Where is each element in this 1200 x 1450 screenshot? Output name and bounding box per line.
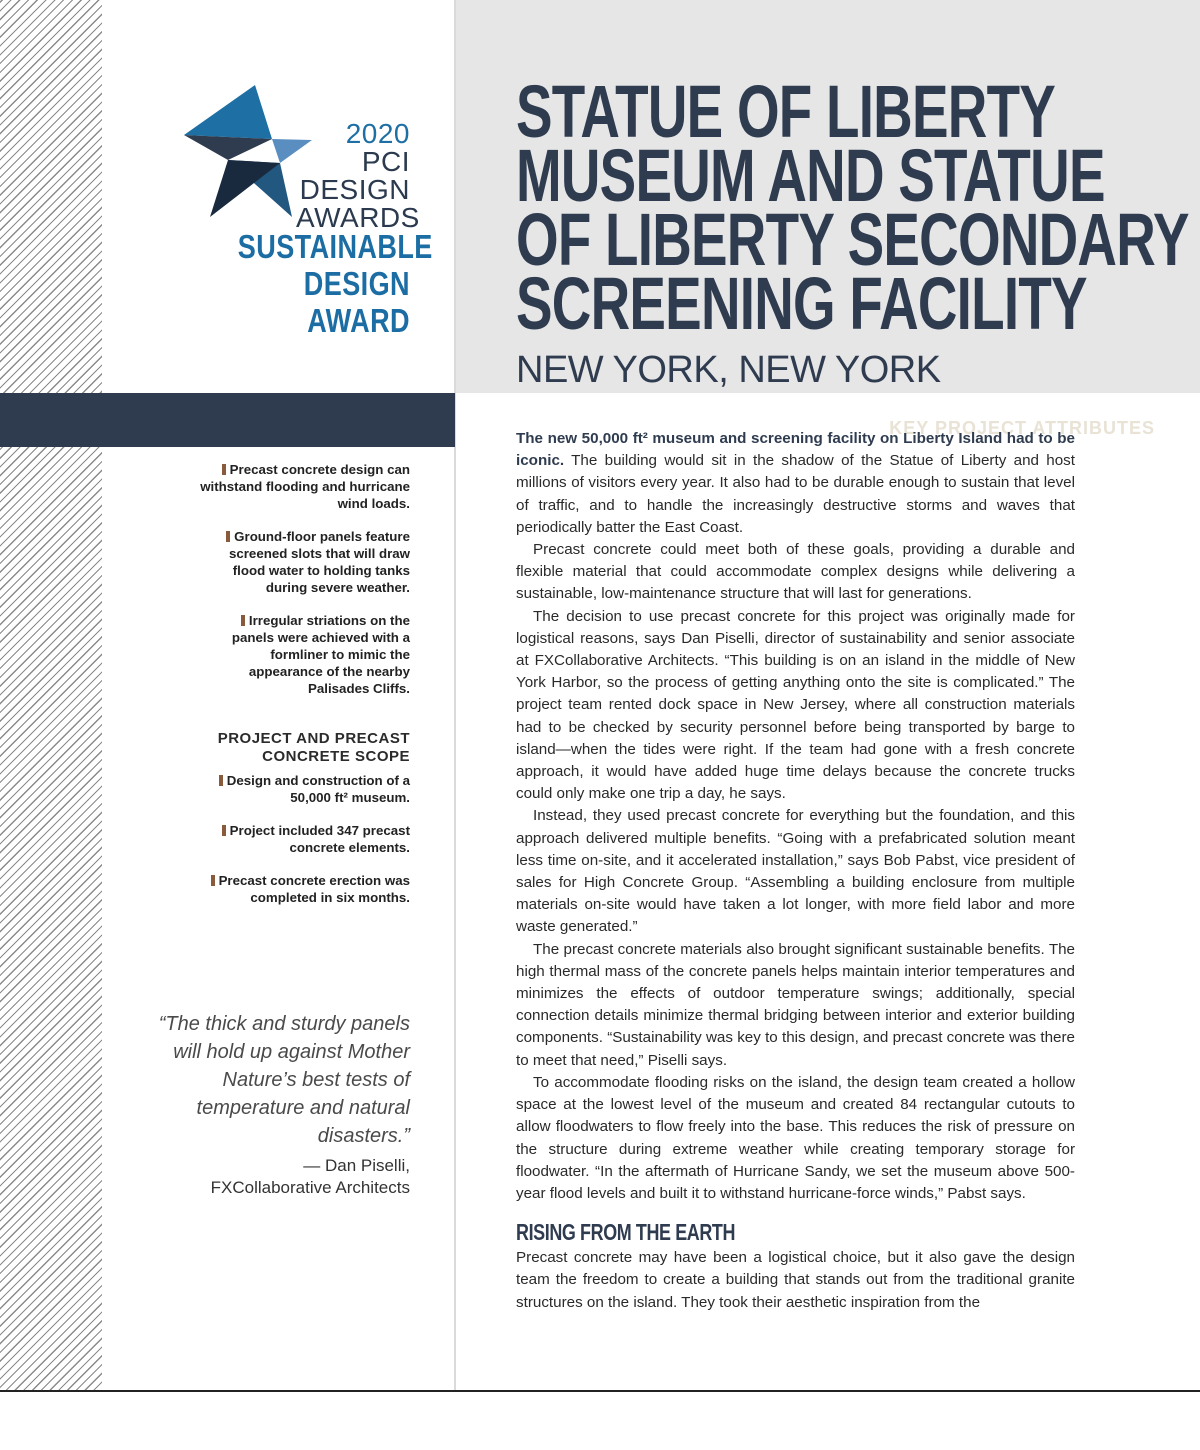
- bullet-marker: [222, 825, 226, 836]
- page-title: [516, 70, 1189, 345]
- award-org: PCI: [361, 146, 410, 177]
- hatched-margin: [0, 0, 102, 1390]
- award-line-2: DESIGN: [299, 174, 410, 205]
- column-divider: [454, 0, 456, 1390]
- key-attributes-band: [0, 393, 455, 447]
- award-category-line-2: DESIGN AWARD: [303, 265, 410, 339]
- list-item-text: Design and construction of a 50,000 ft² museum.: [226, 773, 410, 805]
- key-attributes-title: KEY PROJECT ATTRIBUTES: [889, 418, 1155, 438]
- title-line-2: MUSEUM AND STATUE: [516, 134, 1105, 217]
- award-category: [237, 228, 433, 339]
- title-line-1: STATUE OF LIBERTY: [516, 70, 1056, 153]
- scope-list: [200, 772, 410, 922]
- pull-quote: “The thick and sturdy panels will hold up against Mother Nature’s best tests of temperature and natural disasters.”: [158, 1013, 410, 1147]
- list-item-text: Precast concrete erection was completed in six months.: [218, 873, 410, 905]
- list-item: [200, 772, 410, 806]
- list-item-text: Precast concrete design can withstand flooding and hurricane wind loads.: [200, 462, 410, 511]
- key-attributes-list: [200, 461, 410, 713]
- award-category-line-1: SUSTAINABLE: [237, 228, 433, 265]
- bottom-rule: [0, 1390, 1200, 1392]
- list-item: [200, 528, 410, 596]
- list-item-text: Irregular striations on the panels were achieved with a formliner to mimic the appearance of the nearby Palisades Cliffs.: [231, 613, 410, 696]
- lead-sentence: The new 50,000 ft² museum and screening facility on Liberty Island had to be iconic.: [516, 430, 1075, 470]
- bullet-marker: [226, 531, 230, 542]
- attribution-company: FXCollaborative Architects: [210, 1178, 410, 1197]
- list-item: [200, 872, 410, 906]
- paragraph: The decision to use precast concrete for this project was originally made for logistical reasons, says Dan Piselli, director of sustainability and senior associate at FXCollaborative Architects. “This building is on an island in the middle of New York Harbor, so the process of getting anything onto the site is complicated.” The project team rented dock space in New Jersey, where all construction materials had to be checked by security personnel before being transported by barge to island—when the tides were right. If the team had gone with a fresh concrete approach, it would have added huge time delays because the concrete trucks could only make one trip a day, he says.: [516, 607, 1075, 803]
- title-line-4: SCREENING FACILITY: [516, 262, 1087, 345]
- paragraph: The precast concrete materials also brought significant sustainable benefits. The high thermal mass of the concrete panels helps maintain interior temperatures and minimizes the effects of outdoor temperature swings; additionally, special connection details minimize thermal bridging between interior and exterior building components. “Sustainability was key to this design, and precast concrete was there to meet that need,” Piselli says.: [516, 940, 1075, 1069]
- list-item: [200, 461, 410, 512]
- award-line-1: [296, 120, 410, 176]
- location: NEW YORK, NEW YORK: [516, 349, 941, 391]
- section-heading: RISING FROM THE EARTH: [516, 1219, 736, 1246]
- paragraph: Precast concrete may have been a logistical choice, but it also gave the design team the freedom to create a building that stands out from the traditional granite structures on the island. They took their aesthetic inspiration from the: [516, 1249, 1075, 1311]
- bullet-marker: [222, 464, 226, 475]
- list-item-text: Project included 347 precast concrete elements.: [229, 823, 410, 855]
- list-item-text: Ground-floor panels feature screened slots that will draw flood water to holding tanks during severe weather.: [228, 529, 410, 595]
- award-line-3: AWARDS: [296, 202, 420, 233]
- paragraph: [516, 428, 1075, 539]
- scope-title: [180, 730, 410, 766]
- bullet-marker: [211, 875, 215, 886]
- paragraph: Precast concrete could meet both of these goals, providing a durable and flexible material that could accommodate complex designs while delivering a sustainable, low-maintenance structure that will last for generations.: [516, 541, 1075, 603]
- bullet-marker: [219, 775, 223, 786]
- award-star-icon: [180, 85, 312, 220]
- scope-title-line-1: PROJECT AND PRECAST: [217, 730, 410, 747]
- award-year: 2020: [345, 118, 410, 149]
- list-item: [200, 822, 410, 856]
- bullet-marker: [241, 615, 245, 626]
- list-item: [200, 612, 410, 697]
- article-body: [516, 428, 1075, 1314]
- attribution-name: — Dan Piselli,: [303, 1156, 410, 1175]
- paragraph: Instead, they used precast concrete for everything but the foundation, and this approach delivered multiple benefits. “Going with a prefabricated solution meant less time on-site, and it accelerated installation,” says Bob Pabst, vice president of sales for High Concrete Group. “Assembling a building enclosure from multiple materials on-site would have taken a lot longer, with more field labor and more waste generated.”: [516, 807, 1075, 936]
- quote-attribution: [150, 1155, 410, 1199]
- title-line-3: OF LIBERTY SECONDARY: [516, 198, 1189, 281]
- paragraph: To accommodate flooding risks on the island, the design team created a hollow space at the lowest level of the museum and created 84 rectangular cutouts to allow floodwaters to flow freely into the base. This reduces the risk of pressure on the structure during extreme weather while creating temporary storage for floodwater. “In the aftermath of Hurricane Sandy, we set the museum above 500-year flood levels and built it to withstand hurricane-force winds,” Pabst says.: [516, 1073, 1075, 1202]
- paragraph-text: The building would sit in the shadow of the Statue of Liberty and host millions of visitors every year. It also had to be durable enough to sustain that level of traffic, and to handle the increasingly destructive storms and waves that periodically batter the East Coast.: [516, 452, 1075, 536]
- scope-title-line-2: CONCRETE SCOPE: [262, 748, 410, 765]
- award-text: [296, 118, 420, 233]
